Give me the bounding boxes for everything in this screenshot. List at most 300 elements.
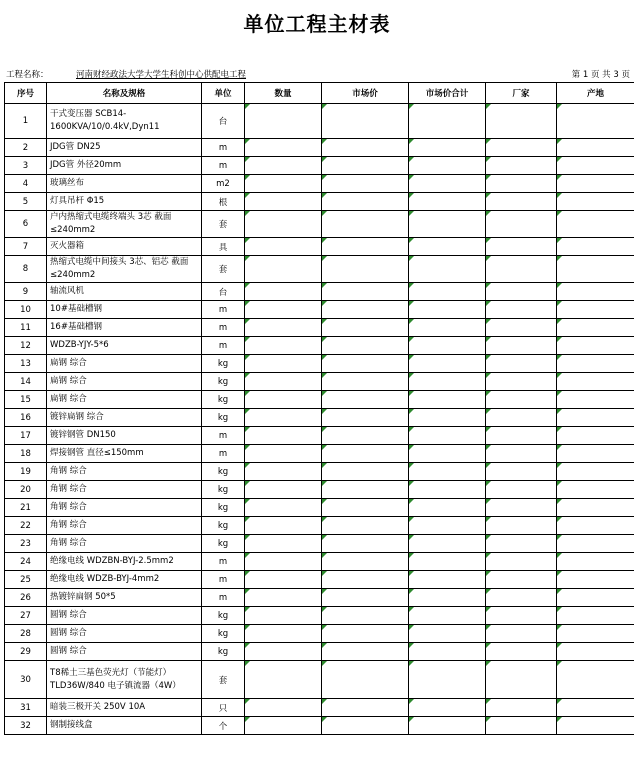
unit-cell: kg bbox=[202, 607, 245, 625]
market-price-cell[interactable] bbox=[322, 517, 409, 535]
col-header-no: 序号 bbox=[5, 83, 47, 104]
row-number: 12 bbox=[5, 337, 47, 355]
row-number: 15 bbox=[5, 391, 47, 409]
material-name: 圆钢 综合 bbox=[47, 607, 202, 625]
manufacturer-cell[interactable] bbox=[486, 499, 557, 517]
unit-cell: kg bbox=[202, 499, 245, 517]
origin-cell[interactable] bbox=[557, 445, 634, 463]
table-row bbox=[5, 337, 634, 355]
material-name: 热缩式电缆中间接头 3芯、铝芯 截面≤240mm2 bbox=[47, 256, 202, 283]
market-price-cell[interactable] bbox=[322, 445, 409, 463]
market-total-cell[interactable] bbox=[409, 319, 486, 337]
quantity-cell[interactable] bbox=[245, 301, 322, 319]
material-name: 钢制接线盒 bbox=[47, 717, 202, 735]
manufacturer-cell[interactable] bbox=[486, 373, 557, 391]
market-total-cell[interactable] bbox=[409, 625, 486, 643]
manufacturer-cell[interactable] bbox=[486, 256, 557, 283]
table-row bbox=[5, 717, 634, 735]
material-name: 角钢 综合 bbox=[47, 535, 202, 553]
quantity-cell[interactable] bbox=[245, 193, 322, 211]
unit-cell: 套 bbox=[202, 256, 245, 283]
origin-cell[interactable] bbox=[557, 319, 634, 337]
unit-cell: kg bbox=[202, 643, 245, 661]
market-price-cell[interactable] bbox=[322, 355, 409, 373]
unit-cell: m2 bbox=[202, 175, 245, 193]
row-number: 4 bbox=[5, 175, 47, 193]
market-total-cell[interactable] bbox=[409, 139, 486, 157]
market-price-cell[interactable] bbox=[322, 409, 409, 427]
manufacturer-cell[interactable] bbox=[486, 355, 557, 373]
origin-cell[interactable] bbox=[557, 238, 634, 256]
origin-cell[interactable] bbox=[557, 499, 634, 517]
unit-cell: 套 bbox=[202, 661, 245, 699]
material-name: T8稀土三基色荧光灯（节能灯）TLD36W/840 电子镇流器（4W） bbox=[47, 661, 202, 699]
quantity-cell[interactable] bbox=[245, 283, 322, 301]
unit-cell: kg bbox=[202, 535, 245, 553]
market-total-cell[interactable] bbox=[409, 337, 486, 355]
material-name: 角钢 综合 bbox=[47, 517, 202, 535]
material-name: 绝缘电线 WDZB-BYJ-4mm2 bbox=[47, 571, 202, 589]
quantity-cell[interactable] bbox=[245, 661, 322, 699]
origin-cell[interactable] bbox=[557, 535, 634, 553]
market-price-cell[interactable] bbox=[322, 211, 409, 238]
col-header-origin: 产地 bbox=[557, 83, 634, 104]
market-total-cell[interactable] bbox=[409, 373, 486, 391]
unit-cell: m bbox=[202, 157, 245, 175]
market-price-cell[interactable] bbox=[322, 157, 409, 175]
col-header-quantity: 数量 bbox=[245, 83, 322, 104]
origin-cell[interactable] bbox=[557, 409, 634, 427]
row-number: 29 bbox=[5, 643, 47, 661]
col-header-market-total: 市场价合计 bbox=[409, 83, 486, 104]
table-row bbox=[5, 517, 634, 535]
market-total-cell[interactable] bbox=[409, 104, 486, 139]
quantity-cell[interactable] bbox=[245, 553, 322, 571]
table-row bbox=[5, 535, 634, 553]
manufacturer-cell[interactable] bbox=[486, 699, 557, 717]
table-row bbox=[5, 589, 634, 607]
table-row bbox=[5, 625, 634, 643]
market-price-cell[interactable] bbox=[322, 717, 409, 735]
table-row bbox=[5, 445, 634, 463]
manufacturer-cell[interactable] bbox=[486, 643, 557, 661]
origin-cell[interactable] bbox=[557, 625, 634, 643]
unit-cell: m bbox=[202, 301, 245, 319]
market-price-cell[interactable] bbox=[322, 373, 409, 391]
market-price-cell[interactable] bbox=[322, 104, 409, 139]
origin-cell[interactable] bbox=[557, 589, 634, 607]
origin-cell[interactable] bbox=[557, 256, 634, 283]
market-price-cell[interactable] bbox=[322, 337, 409, 355]
row-number: 14 bbox=[5, 373, 47, 391]
quantity-cell[interactable] bbox=[245, 238, 322, 256]
market-price-cell[interactable] bbox=[322, 625, 409, 643]
material-name: 扁钢 综合 bbox=[47, 391, 202, 409]
unit-cell: 套 bbox=[202, 211, 245, 238]
origin-cell[interactable] bbox=[557, 193, 634, 211]
manufacturer-cell[interactable] bbox=[486, 409, 557, 427]
material-name: 扁钢 综合 bbox=[47, 355, 202, 373]
manufacturer-cell[interactable] bbox=[486, 463, 557, 481]
origin-cell[interactable] bbox=[557, 517, 634, 535]
quantity-cell[interactable] bbox=[245, 337, 322, 355]
manufacturer-cell[interactable] bbox=[486, 607, 557, 625]
material-name: 圆钢 综合 bbox=[47, 625, 202, 643]
row-number: 17 bbox=[5, 427, 47, 445]
manufacturer-cell[interactable] bbox=[486, 175, 557, 193]
market-total-cell[interactable] bbox=[409, 238, 486, 256]
manufacturer-cell[interactable] bbox=[486, 391, 557, 409]
material-name: 干式变压器 SCB14-1600KVA/10/0.4kV,Dyn11 bbox=[47, 104, 202, 139]
unit-cell: 台 bbox=[202, 104, 245, 139]
manufacturer-cell[interactable] bbox=[486, 589, 557, 607]
origin-cell[interactable] bbox=[557, 643, 634, 661]
material-name: 玻璃丝布 bbox=[47, 175, 202, 193]
quantity-cell[interactable] bbox=[245, 717, 322, 735]
manufacturer-cell[interactable] bbox=[486, 139, 557, 157]
table-row bbox=[5, 463, 634, 481]
material-name: JDG管 DN25 bbox=[47, 139, 202, 157]
row-number: 9 bbox=[5, 283, 47, 301]
material-name: 镀锌扁钢 综合 bbox=[47, 409, 202, 427]
market-total-cell[interactable] bbox=[409, 535, 486, 553]
row-number: 6 bbox=[5, 211, 47, 238]
market-price-cell[interactable] bbox=[322, 391, 409, 409]
table-row bbox=[5, 175, 634, 193]
origin-cell[interactable] bbox=[557, 283, 634, 301]
project-label: 工程名称： bbox=[6, 70, 49, 80]
project-name: 河南财经政法大学大学生科创中心供配电工程 bbox=[76, 70, 247, 80]
quantity-cell[interactable] bbox=[245, 463, 322, 481]
row-number: 31 bbox=[5, 699, 47, 717]
unit-cell: m bbox=[202, 445, 245, 463]
manufacturer-cell[interactable] bbox=[486, 625, 557, 643]
material-name: 10#基础槽钢 bbox=[47, 301, 202, 319]
market-total-cell[interactable] bbox=[409, 391, 486, 409]
market-price-cell[interactable] bbox=[322, 607, 409, 625]
material-name: 角钢 综合 bbox=[47, 499, 202, 517]
material-name: 户内热缩式电缆终端头 3芯 截面≤240mm2 bbox=[47, 211, 202, 238]
material-table bbox=[4, 82, 634, 735]
row-number: 7 bbox=[5, 238, 47, 256]
row-number: 20 bbox=[5, 481, 47, 499]
manufacturer-cell[interactable] bbox=[486, 104, 557, 139]
manufacturer-cell[interactable] bbox=[486, 301, 557, 319]
material-name: 镀锌钢管 DN150 bbox=[47, 427, 202, 445]
market-price-cell[interactable] bbox=[322, 553, 409, 571]
unit-cell: 个 bbox=[202, 717, 245, 735]
origin-cell[interactable] bbox=[557, 337, 634, 355]
market-total-cell[interactable] bbox=[409, 717, 486, 735]
origin-cell[interactable] bbox=[557, 481, 634, 499]
market-price-cell[interactable] bbox=[322, 139, 409, 157]
origin-cell[interactable] bbox=[557, 104, 634, 139]
market-price-cell[interactable] bbox=[322, 481, 409, 499]
manufacturer-cell[interactable] bbox=[486, 283, 557, 301]
page-title: 单位工程主材表 bbox=[243, 12, 391, 36]
quantity-cell[interactable] bbox=[245, 391, 322, 409]
market-price-cell[interactable] bbox=[322, 463, 409, 481]
unit-cell: kg bbox=[202, 463, 245, 481]
market-total-cell[interactable] bbox=[409, 699, 486, 717]
market-total-cell[interactable] bbox=[409, 463, 486, 481]
market-price-cell[interactable] bbox=[322, 193, 409, 211]
table-row bbox=[5, 193, 634, 211]
row-number: 16 bbox=[5, 409, 47, 427]
quantity-cell[interactable] bbox=[245, 571, 322, 589]
origin-cell[interactable] bbox=[557, 553, 634, 571]
material-name: 灭火器箱 bbox=[47, 238, 202, 256]
unit-cell: kg bbox=[202, 517, 245, 535]
quantity-cell[interactable] bbox=[245, 607, 322, 625]
market-total-cell[interactable] bbox=[409, 553, 486, 571]
table-body bbox=[5, 104, 634, 735]
material-name: 圆钢 综合 bbox=[47, 643, 202, 661]
origin-cell[interactable] bbox=[557, 139, 634, 157]
market-price-cell[interactable] bbox=[322, 699, 409, 717]
unit-cell: 具 bbox=[202, 238, 245, 256]
quantity-cell[interactable] bbox=[245, 625, 322, 643]
material-name: 扁钢 综合 bbox=[47, 373, 202, 391]
market-total-cell[interactable] bbox=[409, 661, 486, 699]
table-row bbox=[5, 104, 634, 139]
origin-cell[interactable] bbox=[557, 175, 634, 193]
row-number: 19 bbox=[5, 463, 47, 481]
manufacturer-cell[interactable] bbox=[486, 193, 557, 211]
table-row bbox=[5, 481, 634, 499]
manufacturer-cell[interactable] bbox=[486, 553, 557, 571]
unit-cell: m bbox=[202, 553, 245, 571]
market-total-cell[interactable] bbox=[409, 193, 486, 211]
row-number: 27 bbox=[5, 607, 47, 625]
market-price-cell[interactable] bbox=[322, 589, 409, 607]
market-price-cell[interactable] bbox=[322, 283, 409, 301]
quantity-cell[interactable] bbox=[245, 256, 322, 283]
unit-cell: m bbox=[202, 571, 245, 589]
origin-cell[interactable] bbox=[557, 661, 634, 699]
material-name: 灯具吊杆 Φ15 bbox=[47, 193, 202, 211]
quantity-cell[interactable] bbox=[245, 157, 322, 175]
col-header-market-price: 市场价 bbox=[322, 83, 409, 104]
unit-cell: kg bbox=[202, 373, 245, 391]
market-total-cell[interactable] bbox=[409, 409, 486, 427]
market-price-cell[interactable] bbox=[322, 319, 409, 337]
market-total-cell[interactable] bbox=[409, 571, 486, 589]
market-total-cell[interactable] bbox=[409, 607, 486, 625]
quantity-cell[interactable] bbox=[245, 175, 322, 193]
quantity-cell[interactable] bbox=[245, 699, 322, 717]
table-row bbox=[5, 699, 634, 717]
row-number: 18 bbox=[5, 445, 47, 463]
table-row bbox=[5, 319, 634, 337]
row-number: 30 bbox=[5, 661, 47, 699]
origin-cell[interactable] bbox=[557, 607, 634, 625]
material-name: 焊接钢管 直径≤150mm bbox=[47, 445, 202, 463]
unit-cell: kg bbox=[202, 391, 245, 409]
material-name: 轴流风机 bbox=[47, 283, 202, 301]
table-row bbox=[5, 238, 634, 256]
origin-cell[interactable] bbox=[557, 355, 634, 373]
market-total-cell[interactable] bbox=[409, 175, 486, 193]
row-number: 21 bbox=[5, 499, 47, 517]
table-row bbox=[5, 301, 634, 319]
manufacturer-cell[interactable] bbox=[486, 717, 557, 735]
quantity-cell[interactable] bbox=[245, 409, 322, 427]
row-number: 13 bbox=[5, 355, 47, 373]
table-row bbox=[5, 661, 634, 699]
market-total-cell[interactable] bbox=[409, 211, 486, 238]
table-row bbox=[5, 373, 634, 391]
unit-cell: 台 bbox=[202, 283, 245, 301]
market-total-cell[interactable] bbox=[409, 589, 486, 607]
origin-cell[interactable] bbox=[557, 157, 634, 175]
market-total-cell[interactable] bbox=[409, 643, 486, 661]
manufacturer-cell[interactable] bbox=[486, 319, 557, 337]
material-name: 暗装三极开关 250V 10A bbox=[47, 699, 202, 717]
market-total-cell[interactable] bbox=[409, 157, 486, 175]
quantity-cell[interactable] bbox=[245, 517, 322, 535]
origin-cell[interactable] bbox=[557, 463, 634, 481]
table-row bbox=[5, 409, 634, 427]
row-number: 26 bbox=[5, 589, 47, 607]
manufacturer-cell[interactable] bbox=[486, 337, 557, 355]
table-row bbox=[5, 553, 634, 571]
market-total-cell[interactable] bbox=[409, 427, 486, 445]
manufacturer-cell[interactable] bbox=[486, 661, 557, 699]
quantity-cell[interactable] bbox=[245, 427, 322, 445]
material-name: 角钢 综合 bbox=[47, 463, 202, 481]
col-header-unit: 单位 bbox=[202, 83, 245, 104]
row-number: 10 bbox=[5, 301, 47, 319]
col-header-manufacturer: 厂家 bbox=[486, 83, 557, 104]
manufacturer-cell[interactable] bbox=[486, 211, 557, 238]
quantity-cell[interactable] bbox=[245, 535, 322, 553]
quantity-cell[interactable] bbox=[245, 104, 322, 139]
row-number: 5 bbox=[5, 193, 47, 211]
market-price-cell[interactable] bbox=[322, 238, 409, 256]
manufacturer-cell[interactable] bbox=[486, 157, 557, 175]
unit-cell: kg bbox=[202, 625, 245, 643]
table-row bbox=[5, 643, 634, 661]
market-price-cell[interactable] bbox=[322, 301, 409, 319]
manufacturer-cell[interactable] bbox=[486, 517, 557, 535]
col-header-name-spec: 名称及规格 bbox=[47, 83, 202, 104]
table-row bbox=[5, 391, 634, 409]
quantity-cell[interactable] bbox=[245, 643, 322, 661]
origin-cell[interactable] bbox=[557, 427, 634, 445]
table-header-row bbox=[5, 83, 634, 104]
manufacturer-cell[interactable] bbox=[486, 427, 557, 445]
manufacturer-cell[interactable] bbox=[486, 571, 557, 589]
market-price-cell[interactable] bbox=[322, 499, 409, 517]
market-price-cell[interactable] bbox=[322, 661, 409, 699]
unit-cell: m bbox=[202, 319, 245, 337]
market-price-cell[interactable] bbox=[322, 643, 409, 661]
market-total-cell[interactable] bbox=[409, 499, 486, 517]
manufacturer-cell[interactable] bbox=[486, 481, 557, 499]
quantity-cell[interactable] bbox=[245, 211, 322, 238]
material-name: 热镀锌扁钢 50*5 bbox=[47, 589, 202, 607]
market-price-cell[interactable] bbox=[322, 571, 409, 589]
table-row bbox=[5, 607, 634, 625]
material-name: 角钢 综合 bbox=[47, 481, 202, 499]
market-total-cell[interactable] bbox=[409, 283, 486, 301]
market-total-cell[interactable] bbox=[409, 256, 486, 283]
quantity-cell[interactable] bbox=[245, 481, 322, 499]
material-name: 16#基础槽钢 bbox=[47, 319, 202, 337]
table-row bbox=[5, 157, 634, 175]
row-number: 23 bbox=[5, 535, 47, 553]
project-info-bar bbox=[6, 69, 630, 81]
row-number: 22 bbox=[5, 517, 47, 535]
origin-cell[interactable] bbox=[557, 717, 634, 735]
row-number: 11 bbox=[5, 319, 47, 337]
table-row bbox=[5, 139, 634, 157]
market-total-cell[interactable] bbox=[409, 355, 486, 373]
unit-cell: m bbox=[202, 139, 245, 157]
table-row bbox=[5, 499, 634, 517]
market-total-cell[interactable] bbox=[409, 481, 486, 499]
unit-cell: 只 bbox=[202, 699, 245, 717]
unit-cell: kg bbox=[202, 355, 245, 373]
quantity-cell[interactable] bbox=[245, 139, 322, 157]
row-number: 1 bbox=[5, 104, 47, 139]
market-price-cell[interactable] bbox=[322, 427, 409, 445]
quantity-cell[interactable] bbox=[245, 355, 322, 373]
unit-cell: 根 bbox=[202, 193, 245, 211]
table-row bbox=[5, 283, 634, 301]
quantity-cell[interactable] bbox=[245, 445, 322, 463]
table-row bbox=[5, 211, 634, 238]
row-number: 8 bbox=[5, 256, 47, 283]
table-row bbox=[5, 427, 634, 445]
row-number: 2 bbox=[5, 139, 47, 157]
table-row bbox=[5, 571, 634, 589]
origin-cell[interactable] bbox=[557, 301, 634, 319]
material-name: WDZB-YJY-5*6 bbox=[47, 337, 202, 355]
origin-cell[interactable] bbox=[557, 571, 634, 589]
table-row bbox=[5, 355, 634, 373]
quantity-cell[interactable] bbox=[245, 499, 322, 517]
market-total-cell[interactable] bbox=[409, 445, 486, 463]
manufacturer-cell[interactable] bbox=[486, 445, 557, 463]
origin-cell[interactable] bbox=[557, 391, 634, 409]
row-number: 24 bbox=[5, 553, 47, 571]
origin-cell[interactable] bbox=[557, 211, 634, 238]
quantity-cell[interactable] bbox=[245, 589, 322, 607]
origin-cell[interactable] bbox=[557, 373, 634, 391]
manufacturer-cell[interactable] bbox=[486, 535, 557, 553]
origin-cell[interactable] bbox=[557, 699, 634, 717]
material-name: 绝缘电线 WDZBN-BYJ-2.5mm2 bbox=[47, 553, 202, 571]
market-total-cell[interactable] bbox=[409, 517, 486, 535]
row-number: 28 bbox=[5, 625, 47, 643]
row-number: 25 bbox=[5, 571, 47, 589]
unit-cell: m bbox=[202, 427, 245, 445]
market-price-cell[interactable] bbox=[322, 535, 409, 553]
page-info: 第 1 页 共 3 页 bbox=[571, 70, 630, 80]
unit-cell: kg bbox=[202, 409, 245, 427]
quantity-cell[interactable] bbox=[245, 373, 322, 391]
market-price-cell[interactable] bbox=[322, 256, 409, 283]
market-total-cell[interactable] bbox=[409, 301, 486, 319]
unit-cell: m bbox=[202, 589, 245, 607]
table-row bbox=[5, 256, 634, 283]
market-price-cell[interactable] bbox=[322, 175, 409, 193]
manufacturer-cell[interactable] bbox=[486, 238, 557, 256]
material-name: JDG管 外径20mm bbox=[47, 157, 202, 175]
quantity-cell[interactable] bbox=[245, 319, 322, 337]
